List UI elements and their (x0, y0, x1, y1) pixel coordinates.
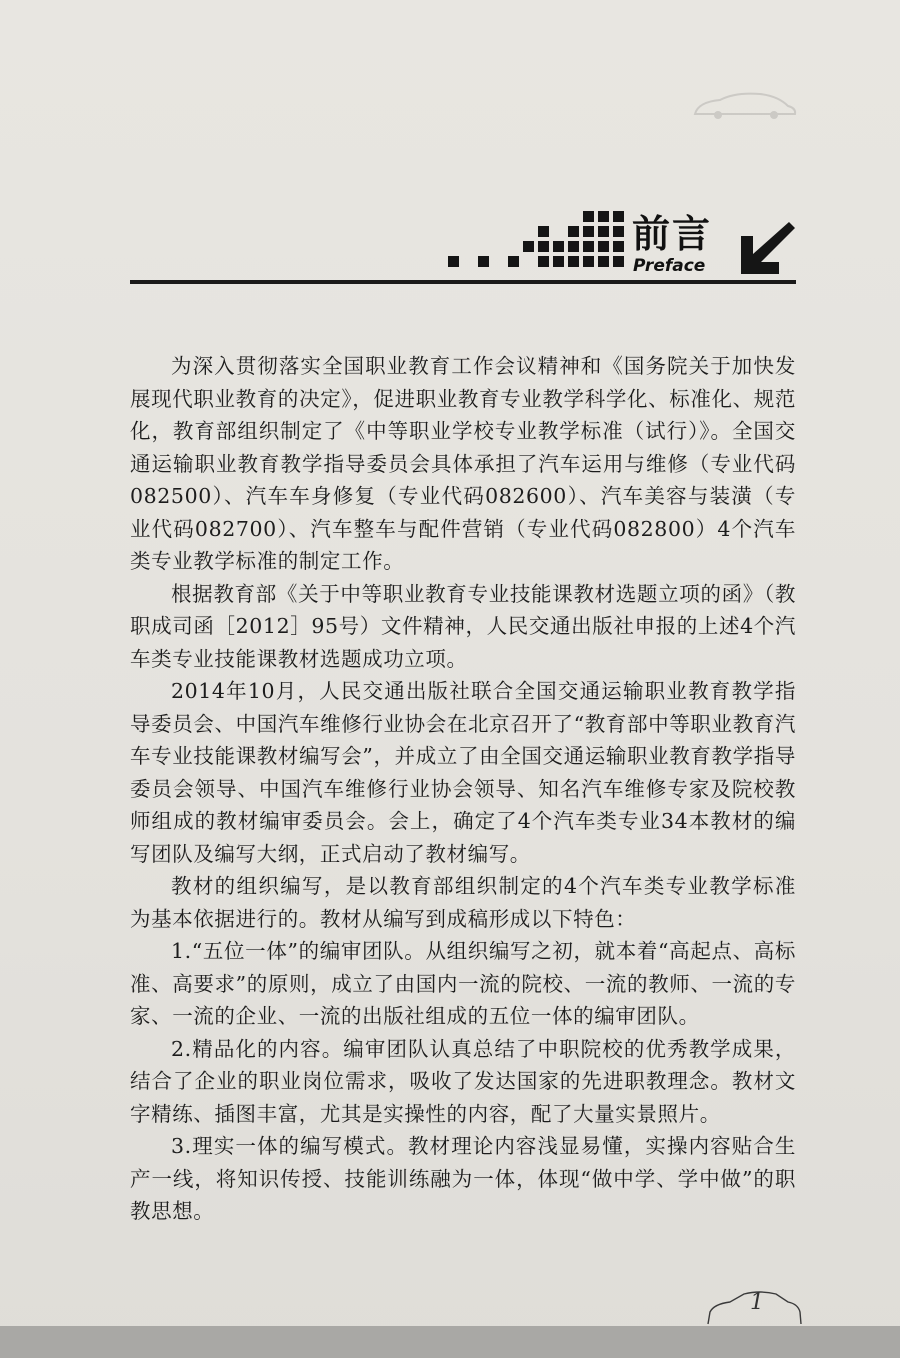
pixel-pattern-icon (130, 210, 630, 270)
preface-header (130, 210, 796, 290)
paragraph-6: 2.精品化的内容。编审团队认真总结了中职院校的优秀教学成果，结合了企业的职业岗位需求，吸收了发达国家的先进职教理念。教材文字精练、插图丰富，尤其是实操性的内容，配了大量实景照片。 (130, 1036, 796, 1126)
page-title: 前言 (632, 212, 713, 256)
arrow-down-left-icon (735, 218, 795, 278)
paragraph-4: 教材的组织编写，是以教育部组织制定的4个汽车类专业教学标准为基本依据进行的。教材从编写到成稿形成以下特色： (130, 874, 796, 931)
header-divider (130, 280, 796, 284)
page-subtitle: Preface (633, 256, 706, 276)
paragraph-5: 1.“五位一体”的编审团队。从组织编写之初，就本着“高起点、高标准、高要求”的原则，成立了由国内一流的院校、一流的教师、一流的专家、一流的企业、一流的出版社组成的五位一体的编审团队。 (130, 939, 796, 1028)
page-number: 1 (750, 1290, 764, 1315)
paragraph-2: 根据教育部《关于中等职业教育专业技能课教材选题立项的函》（教职成司函［2012］95号）文件精神，人民交通出版社申报的上述4个汽车类专业技能课教材选题成功立项。 (130, 581, 796, 671)
paragraph-3: 2014年10月，人民交通出版社联合全国交通运输职业教育教学指导委员会、中国汽车维修行业协会在北京召开了“教育部中等职业教育汽车专业技能课教材编写会”，并成立了由全国交通运输职业教育教学指导委员会领导、中国汽车维修行业协会领导、知名汽车维修专家及院校教师组成的教材编审委员会。会上，确定了4个汽车类专业34本教材的编写团队及编写大纲，正式启动了教材编写。 (130, 679, 796, 866)
footer-band (0, 1326, 900, 1358)
preface-body (130, 350, 796, 1228)
paragraph-1: 为深入贯彻落实全国职业教育工作会议精神和《国务院关于加快发展现代职业教育的决定》，促进职业教育专业教学科学化、标准化、规范化，教育部组织制定了《中等职业学校专业教学标准（试行）》。全国交通运输职业教育教学指导委员会具体承担了汽车运用与维修（专业代码082500）、汽车车身修复（专业代码082600）、汽车美容与装潢（专业代码082700）、汽车整车与配件营销（专业代码082800）4个汽车类专业教学标准的制定工作。 (130, 354, 796, 573)
car-watermark-icon (690, 90, 800, 120)
paragraph-7: 3.理实一体的编写模式。教材理论内容浅显易懂，实操内容贴合生产一线，将知识传授、技能训练融为一体，体现“做中学、学中做”的职教思想。 (130, 1134, 796, 1223)
